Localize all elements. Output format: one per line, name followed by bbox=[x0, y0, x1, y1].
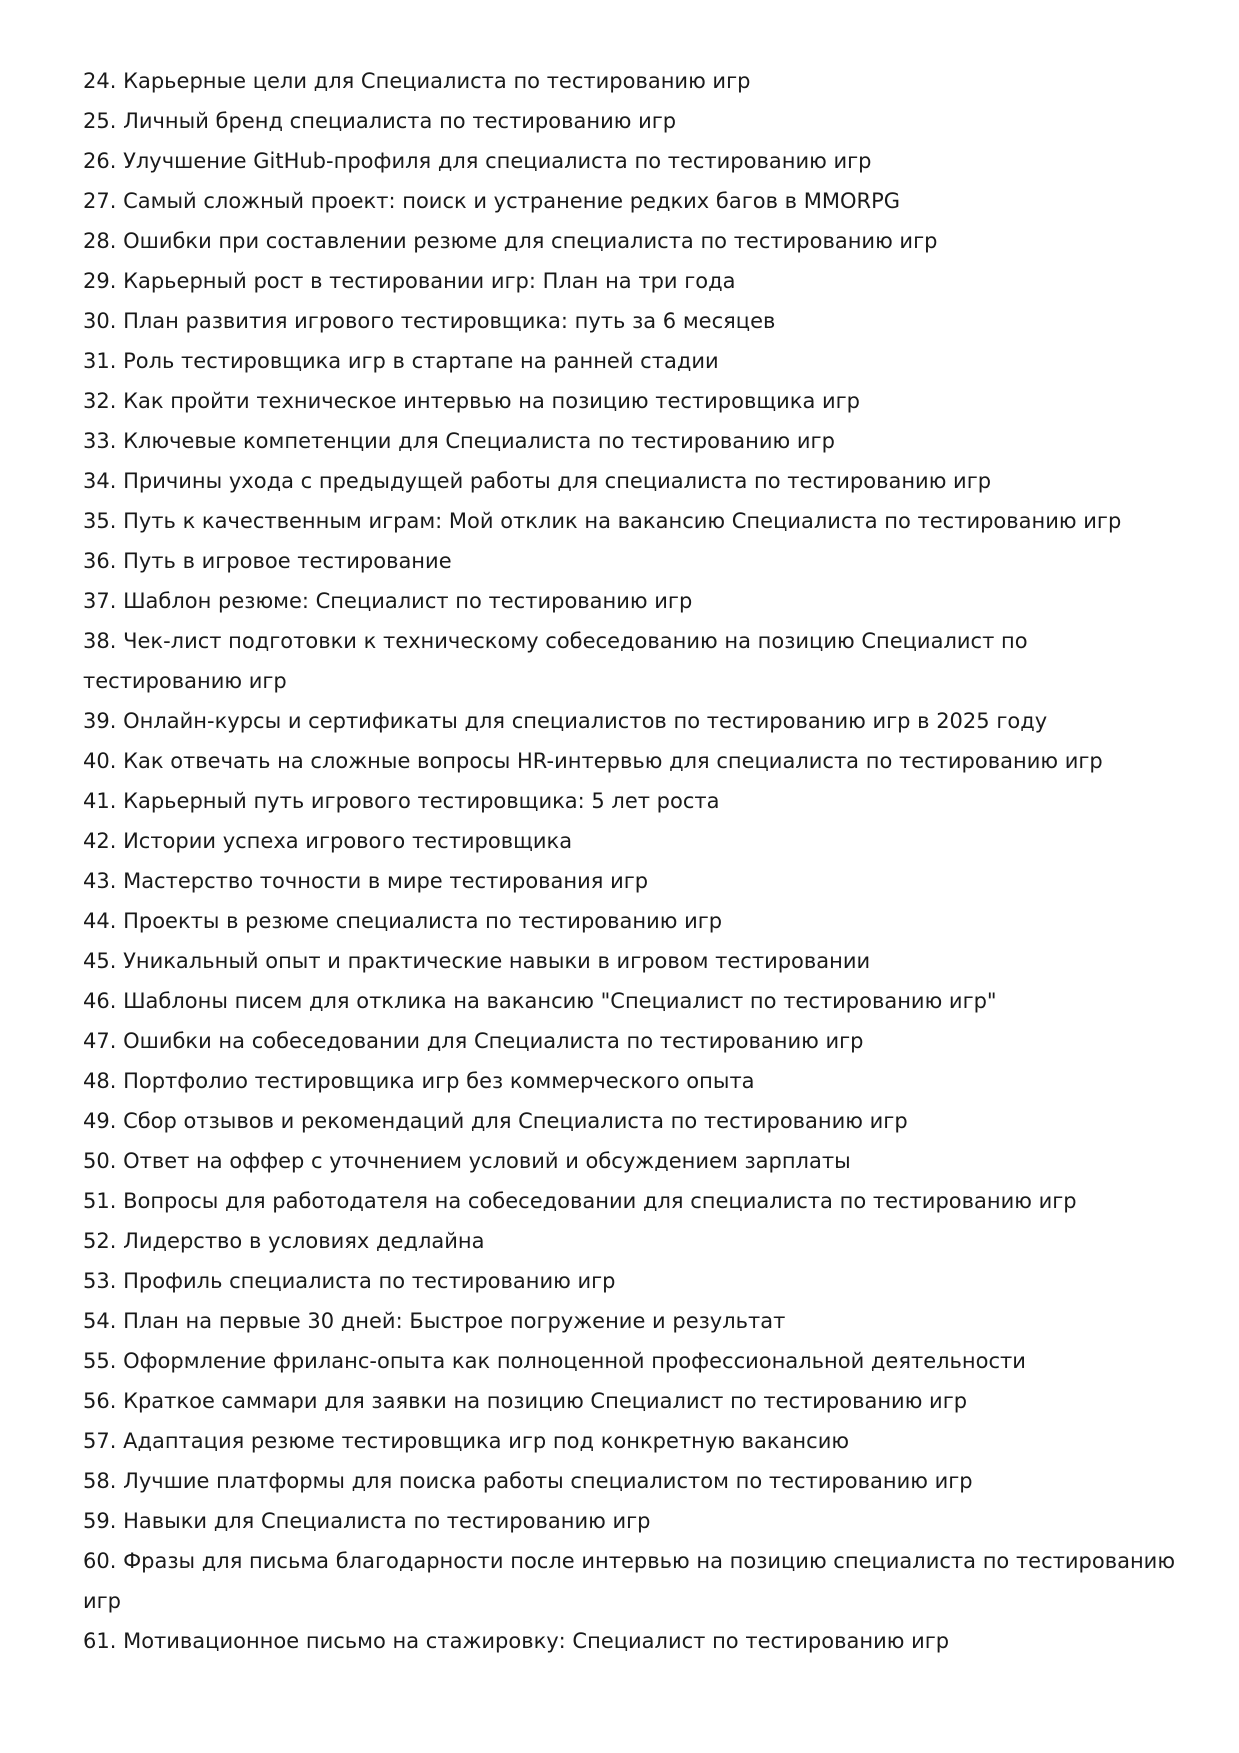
list-item: 48. Портфолио тестировщика игр без коммерческого опыта bbox=[83, 1069, 755, 1093]
list-item: 40. Как отвечать на сложные вопросы HR-интервью для специалиста по тестированию игр bbox=[83, 749, 1103, 773]
list-item: 60. Фразы для письма благодарности после интервью на позицию специалиста по тестированию игр bbox=[83, 1549, 1176, 1613]
list-item: 31. Роль тестировщика игр в стартапе на ранней стадии bbox=[83, 349, 719, 373]
list-item: 58. Лучшие платформы для поиска работы специалистом по тестированию игр bbox=[83, 1469, 973, 1493]
list-item: 51. Вопросы для работодателя на собеседовании для специалиста по тестированию игр bbox=[83, 1189, 1077, 1213]
list-item: 38. Чек-лист подготовки к техническому собеседованию на позицию Специалист по тестированию игр bbox=[83, 629, 1028, 693]
list-item: 27. Самый сложный проект: поиск и устранение редких багов в MMORPG bbox=[83, 189, 901, 213]
list-item: 24. Карьерные цели для Специалиста по тестированию игр bbox=[83, 69, 751, 93]
list-item: 52. Лидерство в условиях дедлайна bbox=[83, 1229, 485, 1253]
list-item: 28. Ошибки при составлении резюме для специалиста по тестированию игр bbox=[83, 229, 938, 253]
list-item: 29. Карьерный рост в тестировании игр: План на три года bbox=[83, 269, 736, 293]
list-item: 42. Истории успеха игрового тестировщика bbox=[83, 829, 573, 853]
list-item: 39. Онлайн-курсы и сертификаты для специалистов по тестированию игр в 2025 году bbox=[83, 709, 1048, 733]
list-item: 49. Сбор отзывов и рекомендаций для Специалиста по тестированию игр bbox=[83, 1109, 908, 1133]
list-item: 37. Шаблон резюме: Специалист по тестированию игр bbox=[83, 589, 693, 613]
list-item: 43. Мастерство точности в мире тестирования игр bbox=[83, 869, 649, 893]
list-item: 55. Оформление фриланс-опыта как полноценной профессиональной деятельности bbox=[83, 1349, 1026, 1373]
list-item: 26. Улучшение GitHub-профиля для специалиста по тестированию игр bbox=[83, 149, 872, 173]
list-item: 32. Как пройти техническое интервью на позицию тестировщика игр bbox=[83, 389, 861, 413]
list-item: 47. Ошибки на собеседовании для Специалиста по тестированию игр bbox=[83, 1029, 864, 1053]
list-item: 35. Путь к качественным играм: Мой отклик на вакансию Специалиста по тестированию игр bbox=[83, 509, 1122, 533]
list-item: 56. Краткое саммари для заявки на позицию Специалист по тестированию игр bbox=[83, 1389, 968, 1413]
list-item: 53. Профиль специалиста по тестированию игр bbox=[83, 1269, 616, 1293]
list-item: 44. Проекты в резюме специалиста по тестированию игр bbox=[83, 909, 723, 933]
list-item: 57. Адаптация резюме тестировщика игр под конкретную вакансию bbox=[83, 1429, 850, 1453]
list-item: 25. Личный бренд специалиста по тестированию игр bbox=[83, 109, 677, 133]
list-item: 41. Карьерный путь игрового тестировщика: 5 лет роста bbox=[83, 789, 720, 813]
list-item: 30. План развития игрового тестировщика: путь за 6 месяцев bbox=[83, 309, 776, 333]
topic-list bbox=[83, 61, 1179, 1661]
list-item: 34. Причины ухода с предыдущей работы для специалиста по тестированию игр bbox=[83, 469, 992, 493]
list-item: 36. Путь в игровое тестирование bbox=[83, 549, 452, 573]
list-item: 33. Ключевые компетенции для Специалиста по тестированию игр bbox=[83, 429, 835, 453]
list-item: 46. Шаблоны писем для отклика на вакансию "Специалист по тестированию игр" bbox=[83, 989, 997, 1013]
list-item: 59. Навыки для Специалиста по тестированию игр bbox=[83, 1509, 651, 1533]
list-item: 61. Мотивационное письмо на стажировку: Специалист по тестированию игр bbox=[83, 1629, 950, 1653]
list-item: 45. Уникальный опыт и практические навыки в игровом тестировании bbox=[83, 949, 871, 973]
list-item: 50. Ответ на оффер с уточнением условий и обсуждением зарплаты bbox=[83, 1149, 851, 1173]
list-item: 54. План на первые 30 дней: Быстрое погружение и результат bbox=[83, 1309, 786, 1333]
